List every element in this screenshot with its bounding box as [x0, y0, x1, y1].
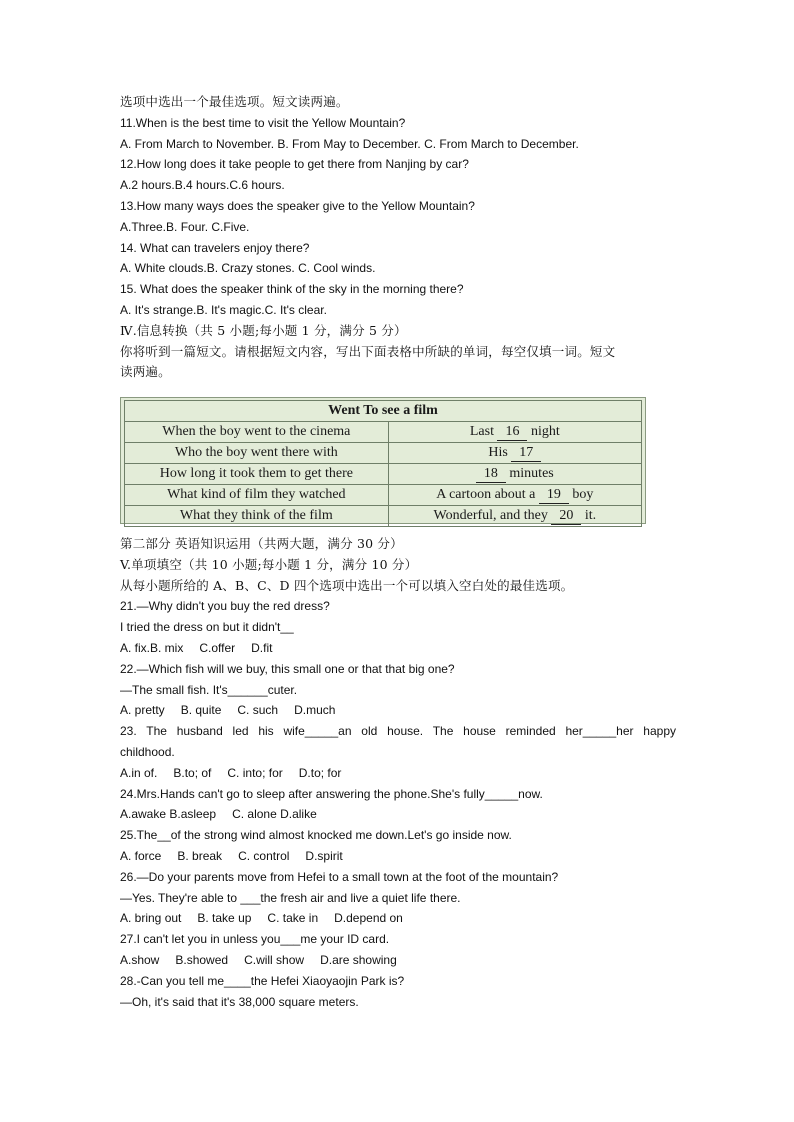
question [120, 971, 676, 1013]
option: C. such [237, 703, 279, 718]
question [120, 784, 676, 826]
table-row-label: What they think of the film [125, 506, 389, 527]
option: D.fit [251, 640, 273, 655]
option: D.to; for [298, 765, 342, 780]
table-row-answer: His 17 [388, 443, 641, 464]
multiple-choice-questions [120, 596, 676, 1012]
text-line: Ⅳ.信息转换（共 5 小题;每小题 1 分，满分 5 分） [120, 322, 407, 338]
answer-blank: 16 [497, 424, 527, 441]
text-line: 13.How many ways does the speaker give to the Yellow Mountain? [120, 198, 475, 213]
table-row [125, 422, 642, 443]
option: A.awake B.asleep [120, 807, 217, 822]
question [120, 659, 676, 721]
option: D.are showing [320, 952, 397, 967]
answer-blank: 18 [476, 466, 506, 483]
answer-blank: 19 [539, 487, 569, 504]
exam-page [120, 92, 676, 383]
option: C. control [238, 848, 290, 863]
option: D.spirit [305, 848, 343, 863]
table-row-answer: 18 minutes [388, 464, 641, 485]
option: A. force [120, 848, 162, 863]
option: A. fix.B. mix [120, 640, 184, 655]
text-line: A.Three.B. Four. C.Five. [120, 219, 250, 234]
table-row-answer: Last 16 night [388, 422, 641, 443]
option: C. into; for [227, 765, 283, 780]
question-text: —The small fish. It's______cuter. [120, 682, 298, 697]
table-title: Went To see a film [125, 401, 642, 422]
question-text: —Yes. They're able to ___the fresh air and live a quiet life there. [120, 890, 461, 905]
question-text: I tried the dress on but it didn't__ [120, 620, 294, 635]
section4-instruction: 你将听到一篇短文。请根据短文内容，写出下面表格中所缺的单词，每空仅填一词。短文 [120, 343, 616, 359]
text-line: A. From March to November. B. From May to December. C. From March to December. [120, 136, 579, 151]
option: B. quite [180, 703, 222, 718]
option: B.showed [175, 952, 229, 967]
section4-instruction-cont: 读两遍。 [120, 364, 171, 380]
section5-header: V.单项填空（共 10 小题;每小题 1 分，满分 10 分） [120, 556, 418, 572]
question-options [120, 638, 676, 659]
question-options [120, 804, 676, 825]
question-options [120, 950, 676, 971]
question-options [120, 846, 676, 867]
text-line: A.2 hours.B.4 hours.C.6 hours. [120, 178, 285, 193]
option: B. take up [197, 911, 252, 926]
listening-questions [120, 92, 676, 342]
exam-page-part2 [120, 534, 676, 1012]
question-options [120, 700, 676, 721]
option: A.show [120, 952, 160, 967]
table-row-label: How long it took them to get there [125, 464, 389, 485]
question [120, 721, 676, 783]
option: A. pretty [120, 703, 165, 718]
part2-header: 第二部分 英语知识运用（共两大题，满分 30 分） [120, 536, 403, 551]
question-text: 23. The husband led his wife_____an old house. The house reminded her_____her happy [120, 724, 676, 739]
text-line: 12.How long does it take people to get there from Nanjing by car? [120, 157, 469, 172]
text-line: A. It's strange.B. It's magic.C. It's clear. [120, 302, 327, 317]
option: C. take in [267, 911, 319, 926]
question [120, 596, 676, 658]
table-row [125, 443, 642, 464]
answer-blank: 20 [551, 508, 581, 525]
answer-blank: 17 [511, 445, 541, 462]
section5-instruction: 从每小题所给的 A、B、C、D 四个选项中选出一个可以填入空白处的最佳选项。 [120, 577, 574, 593]
table-row-label: What kind of film they watched [125, 485, 389, 506]
question [120, 867, 676, 929]
table-row [125, 506, 642, 527]
option: B. break [177, 848, 223, 863]
question-text: 27.I can't let you in unless you___me your ID card. [120, 932, 390, 947]
option: C. alone D.alike [232, 807, 317, 822]
question-text: —Oh, it's said that it's 38,000 square meters. [120, 994, 359, 1009]
option: C.offer [199, 640, 236, 655]
text-line: 15. What does the speaker think of the sky in the morning there? [120, 282, 464, 297]
question-text: 21.—Why didn't you buy the red dress? [120, 599, 330, 614]
question-text: 22.—Which fish will we buy, this small one or that that big one? [120, 661, 455, 676]
option: B.to; of [173, 765, 212, 780]
text-line: A. White clouds.B. Crazy stones. C. Cool winds. [120, 261, 376, 276]
question-text: 28.-Can you tell me____the Hefei Xiaoyaojin Park is? [120, 973, 405, 988]
question-text: 25.The__of the strong wind almost knocked me down.Let's go inside now. [120, 828, 512, 843]
table-row [125, 485, 642, 506]
info-transfer-table [120, 397, 646, 524]
option: D.depend on [334, 911, 403, 926]
table-row-label: Who the boy went there with [125, 443, 389, 464]
question [120, 825, 676, 867]
table-row-label: When the boy went to the cinema [125, 422, 389, 443]
question-text: childhood. [120, 744, 175, 759]
text-line: 11.When is the best time to visit the Yellow Mountain? [120, 115, 406, 130]
table-row-answer: Wonderful, and they 20 it. [388, 506, 641, 527]
question-options [120, 763, 676, 784]
text-line: 选项中选出一个最佳选项。短文读两遍。 [120, 94, 349, 109]
question-text: 24.Mrs.Hands can't go to sleep after answering the phone.She's fully_____now. [120, 786, 543, 801]
option: C.will show [244, 952, 305, 967]
table-row-answer: A cartoon about a 19 boy [388, 485, 641, 506]
question [120, 929, 676, 971]
text-line: 14. What can travelers enjoy there? [120, 240, 310, 255]
option: D.much [294, 703, 336, 718]
table-row [125, 464, 642, 485]
option: A.in of. [120, 765, 158, 780]
question-options [120, 908, 676, 929]
question-text: 26.—Do your parents move from Hefei to a small town at the foot of the mountain? [120, 869, 559, 884]
option: A. bring out [120, 911, 182, 926]
